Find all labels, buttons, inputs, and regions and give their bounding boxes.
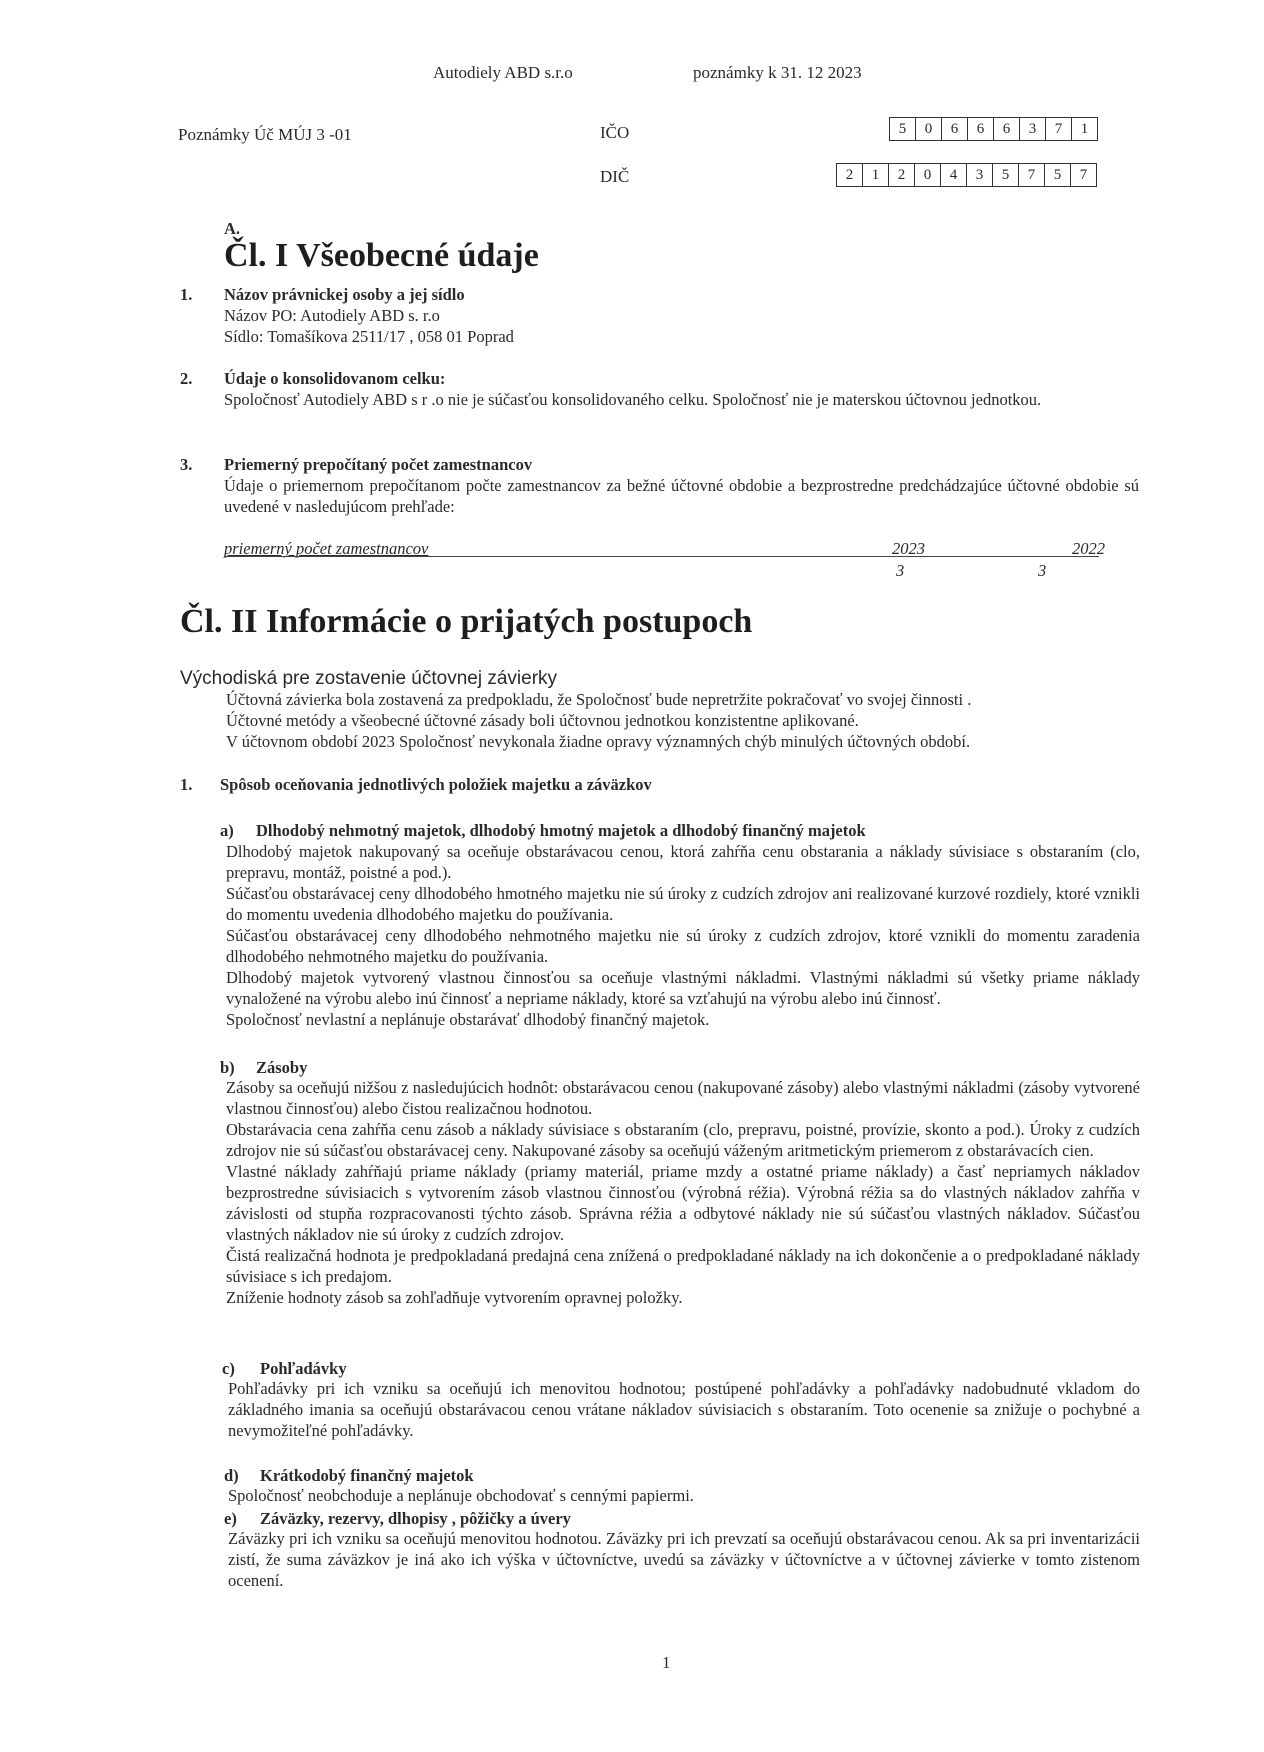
dic-digit: 7 [1018, 164, 1044, 186]
item-title: Názov právnickej osoby a jej sídlo [224, 285, 465, 304]
paragraph: Spoločnosť nevlastní a neplánuje obstarávať dlhodobý finančný majetok. [226, 1010, 710, 1029]
intro-line: Účtovné metódy a všeobecné účtovné zásady boli účtovnou jednotkou konzistentne aplikované. [226, 711, 859, 730]
company-name: Autodiely ABD s.r.o [433, 63, 573, 82]
dic-digit: 3 [966, 164, 992, 186]
subsection-a-body [226, 841, 1140, 1030]
intro-line: Účtovná závierka bola zostavená za predpokladu, že Spoločnosť bude nepretržite pokračovať vo svojej činnosti . [226, 690, 972, 709]
dic-digit: 4 [940, 164, 966, 186]
company-name-line: Názov PO: Autodiely ABD s. r.o [224, 306, 440, 325]
dic-digit: 5 [1044, 164, 1070, 186]
paragraph: Vlastné náklady zahŕňajú priame náklady (priamy materiál, priame mzdy a ostatné priame náklady) a časť nepriamych nákladov bezprostredne súvisiacich s vytvorením zásob vlastnou činnosťou (výrobná réžia). Výrobná réžia sa do vlastných nákladov zahŕňa v závislosti od stupňa rozpracovanosti týchto zásob. Správna réžia a odbytové náklady nie sú súčasťou vlastných nákladov. Súčasťou vlastných nákladov nie sú úroky z cudzích zdrojov. [226, 1162, 1140, 1244]
dic-boxes [836, 163, 1097, 187]
ico-digit: 6 [941, 118, 967, 140]
subsection-title: Záväzky, rezervy, dlhopisy , pôžičky a úvery [260, 1509, 571, 1528]
ico-digit: 7 [1045, 118, 1071, 140]
section-letter: A. [224, 219, 241, 238]
paragraph: Zníženie hodnoty zásob sa zohľadňuje vytvorením opravnej položky. [226, 1288, 683, 1307]
consolidation-text: Spoločnosť Autodiely ABD s r .o nie je súčasťou konsolidovaného celku. Spoločnosť nie je materskou účtovnou jednotkou. [224, 390, 1042, 409]
subsection-label: e) [224, 1509, 237, 1528]
table-rule [224, 556, 1099, 557]
item-number: 1. [180, 285, 193, 304]
value-previous: 3 [1038, 561, 1047, 580]
subsection-d-body [228, 1485, 1140, 1506]
dic-digit: 5 [992, 164, 1018, 186]
subsection-b-body [226, 1077, 1140, 1308]
dic-label: DIČ [600, 167, 630, 186]
paragraph: Dlhodobý majetok vytvorený vlastnou činnosťou sa oceňuje vlastnými nákladmi. Vlastnými nákladmi sú všetky priame náklady vynaložené na výrobu alebo inú činnosť a nepriame náklady, ktoré sa vzťahujú na výrobu alebo inú činnosť. [226, 968, 1140, 1008]
paragraph: Súčasťou obstarávacej ceny dlhodobého hmotného majetku nie sú úroky z cudzích zdrojov ani realizované kurzové rozdiely, ktoré vznikli do momentu uvedenia dlhodobého majetku do používania. [226, 884, 1140, 924]
ico-digit: 6 [993, 118, 1019, 140]
subsection-title: Zásoby [256, 1058, 308, 1077]
paragraph: Pohľadávky pri ich vzniku sa oceňujú ich menovitou hodnotou; postúpené pohľadávky a pohľadávky nadobudnuté vkladom do základného imania sa oceňujú obstarávacou cenou vrátane nákladov súvisiacich s obstaraním. Toto ocenenie sa znižuje o pochybné a nevymožiteľné pohľadávky. [228, 1379, 1140, 1440]
paragraph: Obstarávacia cena zahŕňa cenu zásob a náklady súvisiace s obstaraním (clo, prepravu, poistné, provízie, skonto a pod.). Úroky z cudzích zdrojov nie sú súčasťou obstarávacej ceny. Nakupované zásoby sa oceňujú váženým aritmetickým priemerom z obstarávacích cien. [226, 1120, 1140, 1160]
ico-digit: 5 [898, 121, 907, 137]
paragraph: Súčasťou obstarávacej ceny dlhodobého nehmotného majetku nie sú úroky z cudzích zdrojov, ktoré vznikli do momentu zaradenia dlhodobého nehmotného majetku do používania. [226, 926, 1140, 966]
dic-digit: 7 [1070, 164, 1096, 186]
ico-digit: 0 [915, 118, 941, 140]
item-1 [224, 284, 1139, 347]
ico-digit: 1 [1071, 118, 1097, 140]
ico-label: IČO [600, 123, 630, 142]
section-subtitle: Východiská pre zostavenie účtovnej závierky [180, 668, 558, 689]
employees-label: priemerný počet zamestnancov [224, 539, 429, 558]
subsection-title: Krátkodobý finančný majetok [260, 1466, 474, 1485]
item-3 [224, 454, 1139, 517]
intro-line: V účtovnom období 2023 Spoločnosť nevykonala žiadne opravy významných chýb minulých účtovných období. [226, 732, 971, 751]
intro-block [226, 689, 1126, 752]
item-number: 3. [180, 455, 193, 474]
dic-digit: 0 [914, 164, 940, 186]
value-current: 3 [896, 561, 905, 580]
item-title: Údaje o konsolidovanom celku: [224, 369, 446, 388]
page-number: 1 [662, 1653, 671, 1672]
item-number: 1. [180, 775, 193, 794]
paragraph: Záväzky pri ich vzniku sa oceňujú menovitou hodnotou. Záväzky pri ich prevzatí sa oceňujú obstarávacou cenou. Ak sa pri inventarizácii zistí, že suma záväzkov je iná ako ich výška v účtovníctve, uvedú sa záväzky v účtovníctve a v účtovnej závierke v tomto zistenom ocenení. [228, 1529, 1140, 1590]
subsection-title: Dlhodobý nehmotný majetok, dlhodobý hmotný majetok a dlhodobý finančný majetok [256, 821, 866, 840]
item-number: 2. [180, 369, 193, 388]
employees-text: Údaje o priemernom prepočítanom počte zamestnancov za bežné účtovné obdobie a bezprostredne predchádzajúce účtovné obdobie sú uvedené v nasledujúcom prehľade: [224, 476, 1139, 516]
item-title: Priemerný prepočítaný počet zamestnancov [224, 455, 533, 474]
subsection-label: b) [220, 1058, 235, 1077]
form-code: Poznámky Úč MÚJ 3 -01 [178, 125, 352, 144]
dic-digit: 2 [888, 164, 914, 186]
subsection-title: Pohľadávky [260, 1359, 347, 1378]
paragraph: Čistá realizačná hodnota je predpokladaná predajná cena znížená o predpokladané náklady na ich dokončenie a o predpokladané náklady súvisiace s ich predajom. [226, 1246, 1140, 1286]
year-current: 2023 [892, 539, 925, 558]
ico-boxes [889, 117, 1098, 141]
subsection-label: c) [222, 1359, 235, 1378]
dic-digit: 2 [845, 167, 854, 183]
subsection-e-body [228, 1528, 1140, 1591]
notes-date: poznámky k 31. 12 2023 [693, 63, 862, 82]
section-title-1: Čl. I Všeobecné údaje [224, 237, 539, 274]
paragraph: Spoločnosť neobchoduje a neplánuje obchodovať s cennými papiermi. [228, 1486, 694, 1505]
subsection-label: a) [220, 821, 234, 840]
ico-digit: 6 [967, 118, 993, 140]
address-line: Sídlo: Tomašíkova 2511/17 , 058 01 Poprad [224, 327, 514, 346]
paragraph: Zásoby sa oceňujú nižšou z nasledujúcich hodnôt: obstarávacou cenou (nakupované zásoby) alebo vlastnými nákladmi (zásoby vytvorené vlastnou činnosťou) alebo čistou realizačnou hodnotou. [226, 1078, 1140, 1118]
subsection-c-body [228, 1378, 1140, 1441]
dic-digit: 1 [862, 164, 888, 186]
paragraph: Dlhodobý majetok nakupovaný sa oceňuje obstarávacou cenou, ktorá zahŕňa cenu obstarania a náklady súvisiace s obstaraním (clo, prepravu, montáž, poistné a pod.). [226, 842, 1140, 882]
section-title-2: Čl. II Informácie o prijatých postupoch [180, 603, 753, 640]
valuation-title: Spôsob oceňovania jednotlivých položiek majetku a záväzkov [220, 775, 652, 794]
subsection-label: d) [224, 1466, 239, 1485]
item-2 [224, 368, 1139, 410]
ico-digit: 3 [1019, 118, 1045, 140]
year-previous: 2022 [1072, 539, 1105, 558]
